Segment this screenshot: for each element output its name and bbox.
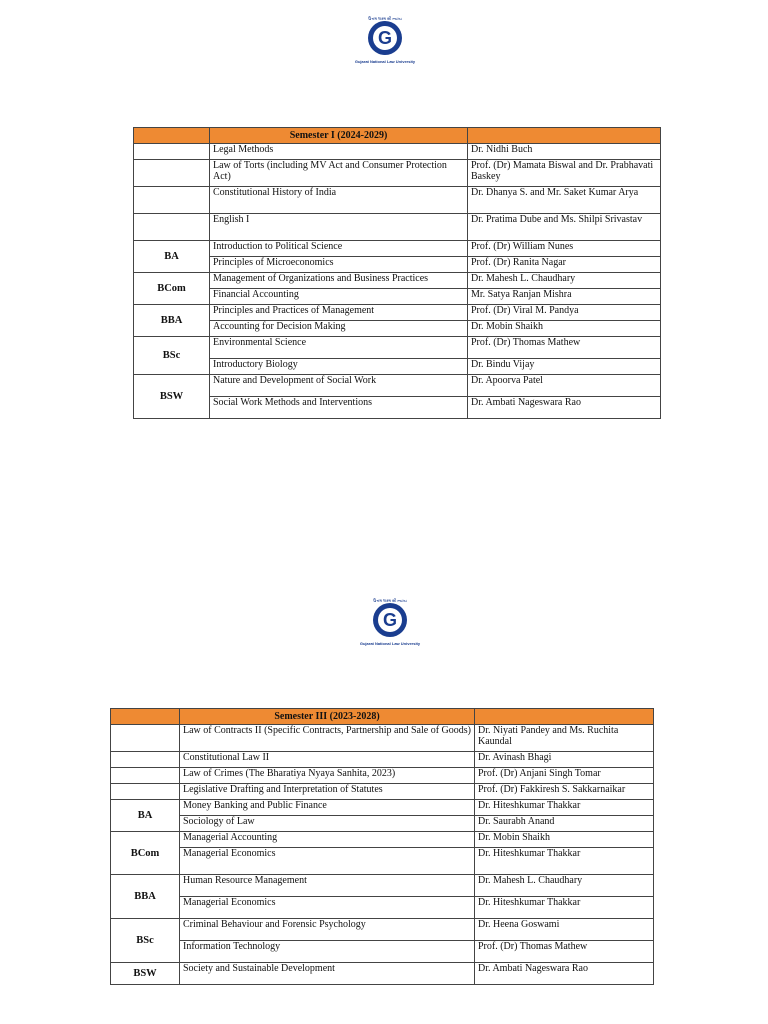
- faculty-cell: Dr. Saurabh Anand: [475, 816, 654, 832]
- program-cell: BSc: [111, 919, 180, 963]
- table-row: [134, 305, 661, 321]
- faculty-cell: Mr. Satya Ranjan Mishra: [468, 289, 661, 305]
- semester-header: Semester III (2023-2028): [180, 709, 475, 725]
- table-row: [111, 832, 654, 848]
- header-blank-cell: [475, 709, 654, 725]
- program-blank-cell: [134, 144, 210, 160]
- table-row: [111, 897, 654, 919]
- logo-caption: Gujarat National Law University: [359, 641, 421, 646]
- faculty-cell: Prof. (Dr) Anjani Singh Tomar: [475, 768, 654, 784]
- course-cell: Constitutional History of India: [210, 187, 468, 214]
- table-row: [111, 768, 654, 784]
- program-cell: BA: [134, 241, 210, 273]
- logo-letter: G: [382, 610, 398, 630]
- program-cell: BSW: [134, 375, 210, 419]
- emblem-icon: [366, 596, 414, 640]
- program-cell: BSW: [111, 963, 180, 985]
- course-cell: Society and Sustainable Development: [180, 963, 475, 985]
- table-row: [134, 337, 661, 359]
- faculty-cell: Prof. (Dr) William Nunes: [468, 241, 661, 257]
- faculty-cell: Dr. Mahesh L. Chaudhary: [475, 875, 654, 897]
- program-blank-cell: [111, 752, 180, 768]
- course-cell: Accounting for Decision Making: [210, 321, 468, 337]
- faculty-cell: Dr. Ambati Nageswara Rao: [468, 397, 661, 419]
- university-logo-2: [358, 596, 422, 646]
- logo-letter: G: [377, 28, 393, 48]
- header-blank-cell: [468, 128, 661, 144]
- course-cell: Managerial Accounting: [180, 832, 475, 848]
- course-cell: Money Banking and Public Finance: [180, 800, 475, 816]
- faculty-cell: Dr. Mobin Shaikh: [468, 321, 661, 337]
- program-blank-cell: [111, 725, 180, 752]
- header-blank-cell: [134, 128, 210, 144]
- faculty-cell: Dr. Heena Goswami: [475, 919, 654, 941]
- course-cell: Financial Accounting: [210, 289, 468, 305]
- logo-arc-text: ઉત્તમ લક્ષ્મ સૌ ન્યાય: [368, 16, 402, 21]
- university-logo: [353, 14, 417, 64]
- table-row: [134, 257, 661, 273]
- course-cell: Introduction to Political Science: [210, 241, 468, 257]
- program-cell: BCom: [134, 273, 210, 305]
- faculty-cell: Prof. (Dr) Thomas Mathew: [468, 337, 661, 359]
- table-row: [134, 160, 661, 187]
- table-row: [111, 963, 654, 985]
- table-row: [134, 289, 661, 305]
- semester-i-table: [133, 127, 661, 419]
- faculty-cell: Dr. Apoorva Patel: [468, 375, 661, 397]
- table-row: [134, 187, 661, 214]
- table-row: [134, 397, 661, 419]
- faculty-cell: Dr. Ambati Nageswara Rao: [475, 963, 654, 985]
- program-cell: BBA: [111, 875, 180, 919]
- table-row: [134, 241, 661, 257]
- course-cell: Managerial Economics: [180, 848, 475, 875]
- logo-arc-text: ઉત્તમ લક્ષ્મ સૌ ન્યાય: [373, 598, 407, 603]
- program-blank-cell: [134, 160, 210, 187]
- program-blank-cell: [134, 187, 210, 214]
- faculty-cell: Dr. Pratima Dube and Ms. Shilpi Srivastav: [468, 214, 661, 241]
- faculty-cell: Dr. Hiteshkumar Thakkar: [475, 897, 654, 919]
- table-header-row: [111, 709, 654, 725]
- table-header-row: [134, 128, 661, 144]
- course-cell: Legislative Drafting and Interpretation of Statutes: [180, 784, 475, 800]
- faculty-cell: Prof. (Dr) Fakkiresh S. Sakkarnaikar: [475, 784, 654, 800]
- course-cell: Management of Organizations and Business Practices: [210, 273, 468, 289]
- faculty-cell: Prof. (Dr) Viral M. Pandya: [468, 305, 661, 321]
- faculty-cell: Prof. (Dr) Ranita Nagar: [468, 257, 661, 273]
- semester-header: Semester I (2024-2029): [210, 128, 468, 144]
- course-cell: Principles and Practices of Management: [210, 305, 468, 321]
- course-cell: Introductory Biology: [210, 359, 468, 375]
- table-row: [134, 359, 661, 375]
- table-row: [134, 321, 661, 337]
- faculty-cell: Dr. Bindu Vijay: [468, 359, 661, 375]
- course-cell: Law of Crimes (The Bharatiya Nyaya Sanhita, 2023): [180, 768, 475, 784]
- table-row: [134, 375, 661, 397]
- header-blank-cell: [111, 709, 180, 725]
- table-row: [111, 919, 654, 941]
- faculty-cell: Dr. Dhanya S. and Mr. Saket Kumar Arya: [468, 187, 661, 214]
- program-cell: BCom: [111, 832, 180, 875]
- table-row: [111, 848, 654, 875]
- faculty-cell: Dr. Hiteshkumar Thakkar: [475, 800, 654, 816]
- course-cell: Legal Methods: [210, 144, 468, 160]
- table-row: [111, 816, 654, 832]
- course-cell: Principles of Microeconomics: [210, 257, 468, 273]
- faculty-cell: Dr. Niyati Pandey and Ms. Ruchita Kaundal: [475, 725, 654, 752]
- faculty-cell: Dr. Avinash Bhagi: [475, 752, 654, 768]
- program-cell: BA: [111, 800, 180, 832]
- course-cell: Criminal Behaviour and Forensic Psychology: [180, 919, 475, 941]
- course-cell: Social Work Methods and Interventions: [210, 397, 468, 419]
- course-cell: Information Technology: [180, 941, 475, 963]
- course-cell: Law of Contracts II (Specific Contracts, Partnership and Sale of Goods): [180, 725, 475, 752]
- faculty-cell: Dr. Hiteshkumar Thakkar: [475, 848, 654, 875]
- program-blank-cell: [111, 784, 180, 800]
- table-row: [111, 941, 654, 963]
- course-cell: Human Resource Management: [180, 875, 475, 897]
- course-cell: Nature and Development of Social Work: [210, 375, 468, 397]
- course-cell: Managerial Economics: [180, 897, 475, 919]
- semester-iii-table: [110, 708, 654, 985]
- course-cell: Law of Torts (including MV Act and Consumer Protection Act): [210, 160, 468, 187]
- program-cell: BBA: [134, 305, 210, 337]
- table-row: [134, 144, 661, 160]
- program-blank-cell: [134, 214, 210, 241]
- logo-caption: Gujarat National Law University: [354, 59, 416, 64]
- table-row: [111, 784, 654, 800]
- table-row: [111, 725, 654, 752]
- faculty-cell: Dr. Mobin Shaikh: [475, 832, 654, 848]
- faculty-cell: Dr. Mahesh L. Chaudhary: [468, 273, 661, 289]
- program-cell: BSc: [134, 337, 210, 375]
- faculty-cell: Dr. Nidhi Buch: [468, 144, 661, 160]
- faculty-cell: Prof. (Dr) Mamata Biswal and Dr. Prabhavati Baskey: [468, 160, 661, 187]
- faculty-cell: Prof. (Dr) Thomas Mathew: [475, 941, 654, 963]
- program-blank-cell: [111, 768, 180, 784]
- table-row: [111, 875, 654, 897]
- table-row: [134, 273, 661, 289]
- table-row: [134, 214, 661, 241]
- course-cell: Constitutional Law II: [180, 752, 475, 768]
- emblem-icon: [361, 14, 409, 58]
- course-cell: Sociology of Law: [180, 816, 475, 832]
- table-row: [111, 800, 654, 816]
- table-row: [111, 752, 654, 768]
- course-cell: Environmental Science: [210, 337, 468, 359]
- course-cell: English I: [210, 214, 468, 241]
